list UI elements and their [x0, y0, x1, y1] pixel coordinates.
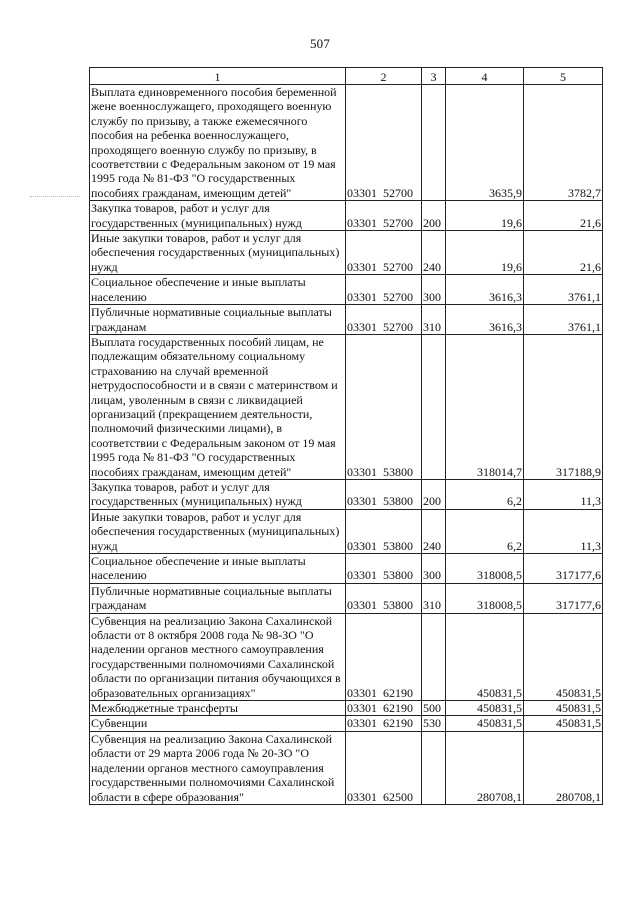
table-row — [90, 85, 603, 201]
row-expense-type — [422, 85, 446, 201]
row-value-col5: 317188,9 — [524, 334, 603, 479]
row-code — [346, 305, 422, 335]
row-code-program: 03301 — [347, 494, 377, 509]
row-code — [346, 275, 422, 305]
table-body — [90, 85, 603, 805]
row-name: Социальное обеспечение и иные выплаты населению — [90, 554, 346, 584]
row-name: Публичные нормативные социальные выплаты гражданам — [90, 305, 346, 335]
row-code-direction: 52700 — [383, 259, 413, 274]
row-value-col4: 3616,3 — [446, 275, 524, 305]
header-col-4: 4 — [446, 68, 524, 85]
row-code-direction: 52700 — [383, 319, 413, 334]
row-value-col4: 450831,5 — [446, 613, 524, 700]
row-expense-type: 300 — [422, 275, 446, 305]
row-value-col4: 19,6 — [446, 201, 524, 231]
row-value-col4: 19,6 — [446, 231, 524, 275]
row-name: Субвенции — [90, 716, 346, 731]
row-code — [346, 85, 422, 201]
table-row — [90, 716, 603, 731]
row-expense-type — [422, 334, 446, 479]
row-code-direction: 62190 — [383, 716, 413, 731]
row-value-col5: 450831,5 — [524, 716, 603, 731]
row-value-col5: 3761,1 — [524, 275, 603, 305]
row-code — [346, 731, 422, 804]
row-code — [346, 231, 422, 275]
row-code-direction: 52700 — [383, 215, 413, 230]
row-name: Субвенция на реализацию Закона Сахалинской области от 29 марта 2006 года № 20-ЗО "О наделении органов местного самоуправления государственными полномочиями Сахалинской области в сфере образования" — [90, 731, 346, 804]
row-expense-type: 300 — [422, 554, 446, 584]
row-code-direction: 52700 — [383, 185, 413, 200]
row-code-direction: 62190 — [383, 701, 413, 716]
page-number: 507 — [309, 36, 331, 51]
row-code-direction: 52700 — [383, 289, 413, 304]
table-row — [90, 731, 603, 804]
table-row — [90, 583, 603, 613]
row-expense-type: 200 — [422, 201, 446, 231]
row-code-direction: 53800 — [383, 538, 413, 553]
row-name: Закупка товаров, работ и услуг для государственных (муниципальных) нужд — [90, 479, 346, 509]
row-name: Межбюджетные трансферты — [90, 701, 346, 716]
header-row — [90, 68, 603, 85]
row-value-col4: 318008,5 — [446, 554, 524, 584]
row-value-col4: 3616,3 — [446, 305, 524, 335]
table-row — [90, 613, 603, 700]
header-col-2: 2 — [346, 68, 422, 85]
row-name: Выплата единовременного пособия беременной жене военнослужащего, проходящего военную службу по призыву, а также ежемесячного пособия на ребенка военнослужащего, проходящего военную службу по призыву, в соответствии с Федеральным законом от 19 мая 1995 года № 81-ФЗ "О государственных пособиях гражданам, имеющим детей" — [90, 85, 346, 201]
row-value-col5: 450831,5 — [524, 613, 603, 700]
row-expense-type — [422, 731, 446, 804]
row-code-program: 03301 — [347, 538, 377, 553]
header-col-5: 5 — [524, 68, 603, 85]
row-code — [346, 201, 422, 231]
row-expense-type: 500 — [422, 701, 446, 716]
table-row — [90, 275, 603, 305]
row-value-col4: 3635,9 — [446, 85, 524, 201]
row-code — [346, 613, 422, 700]
table-row — [90, 305, 603, 335]
row-code-direction: 53800 — [383, 568, 413, 583]
row-value-col5: 280708,1 — [524, 731, 603, 804]
table-row — [90, 201, 603, 231]
row-name: Публичные нормативные социальные выплаты гражданам — [90, 583, 346, 613]
row-code-program: 03301 — [347, 259, 377, 274]
row-expense-type: 310 — [422, 305, 446, 335]
row-value-col4: 280708,1 — [446, 731, 524, 804]
row-value-col5: 21,6 — [524, 201, 603, 231]
row-code-program: 03301 — [347, 319, 377, 334]
row-value-col4: 450831,5 — [446, 716, 524, 731]
row-value-col4: 318008,5 — [446, 583, 524, 613]
row-code-program: 03301 — [347, 716, 377, 731]
header-col-3: 3 — [422, 68, 446, 85]
row-value-col4: 450831,5 — [446, 701, 524, 716]
row-code-program: 03301 — [347, 598, 377, 613]
row-value-col5: 3782,7 — [524, 85, 603, 201]
row-code — [346, 701, 422, 716]
row-value-col4: 6,2 — [446, 479, 524, 509]
row-value-col5: 11,3 — [524, 509, 603, 553]
row-code-program: 03301 — [347, 215, 377, 230]
row-value-col5: 317177,6 — [524, 554, 603, 584]
row-value-col5: 450831,5 — [524, 701, 603, 716]
row-value-col5: 3761,1 — [524, 305, 603, 335]
scan-artifact — [30, 196, 80, 198]
row-code-direction: 53800 — [383, 598, 413, 613]
header-col-1: 1 — [90, 68, 346, 85]
row-expense-type: 240 — [422, 509, 446, 553]
row-name: Субвенция на реализацию Закона Сахалинской области от 8 октября 2008 года № 98-ЗО "О наделении органов местного самоуправления государственными полномочиями Сахалинской области по организации питания обучающихся в образовательных организациях" — [90, 613, 346, 700]
row-expense-type — [422, 613, 446, 700]
row-code — [346, 583, 422, 613]
row-code-direction: 62500 — [383, 789, 413, 804]
row-code — [346, 334, 422, 479]
budget-table — [89, 67, 603, 805]
row-value-col4: 6,2 — [446, 509, 524, 553]
row-code-program: 03301 — [347, 685, 377, 700]
row-expense-type: 530 — [422, 716, 446, 731]
row-code-direction: 62190 — [383, 685, 413, 700]
row-code-program: 03301 — [347, 185, 377, 200]
row-code-program: 03301 — [347, 568, 377, 583]
row-value-col4: 318014,7 — [446, 334, 524, 479]
table-row — [90, 509, 603, 553]
table-row — [90, 701, 603, 716]
row-code-program: 03301 — [347, 464, 377, 479]
row-name: Выплата государственных пособий лицам, не подлежащим обязательному социальному страхованию на случай временной нетрудоспособности и в связи с материнством и лицам, уволенным в связи с ликвидацией организаций (прекращением деятельности, полномочий физическими лицами), в соответствии с Федеральным законом от 19 мая 1995 года № 81-ФЗ "О государственных пособиях гражданам, имеющим детей" — [90, 334, 346, 479]
table-row — [90, 479, 603, 509]
row-name: Иные закупки товаров, работ и услуг для обеспечения государственных (муниципальных) нужд — [90, 509, 346, 553]
row-value-col5: 317177,6 — [524, 583, 603, 613]
row-code-program: 03301 — [347, 789, 377, 804]
row-value-col5: 21,6 — [524, 231, 603, 275]
row-value-col5: 11,3 — [524, 479, 603, 509]
table-row — [90, 231, 603, 275]
table-header — [90, 68, 603, 85]
row-name: Социальное обеспечение и иные выплаты населению — [90, 275, 346, 305]
row-name: Закупка товаров, работ и услуг для государственных (муниципальных) нужд — [90, 201, 346, 231]
row-code — [346, 479, 422, 509]
table-row — [90, 334, 603, 479]
row-code-program: 03301 — [347, 289, 377, 304]
row-code — [346, 716, 422, 731]
row-expense-type: 310 — [422, 583, 446, 613]
row-code — [346, 509, 422, 553]
row-expense-type: 200 — [422, 479, 446, 509]
row-code-direction: 53800 — [383, 464, 413, 479]
row-expense-type: 240 — [422, 231, 446, 275]
row-code — [346, 554, 422, 584]
row-code-program: 03301 — [347, 701, 377, 716]
table-row — [90, 554, 603, 584]
row-code-direction: 53800 — [383, 494, 413, 509]
row-name: Иные закупки товаров, работ и услуг для обеспечения государственных (муниципальных) нужд — [90, 231, 346, 275]
